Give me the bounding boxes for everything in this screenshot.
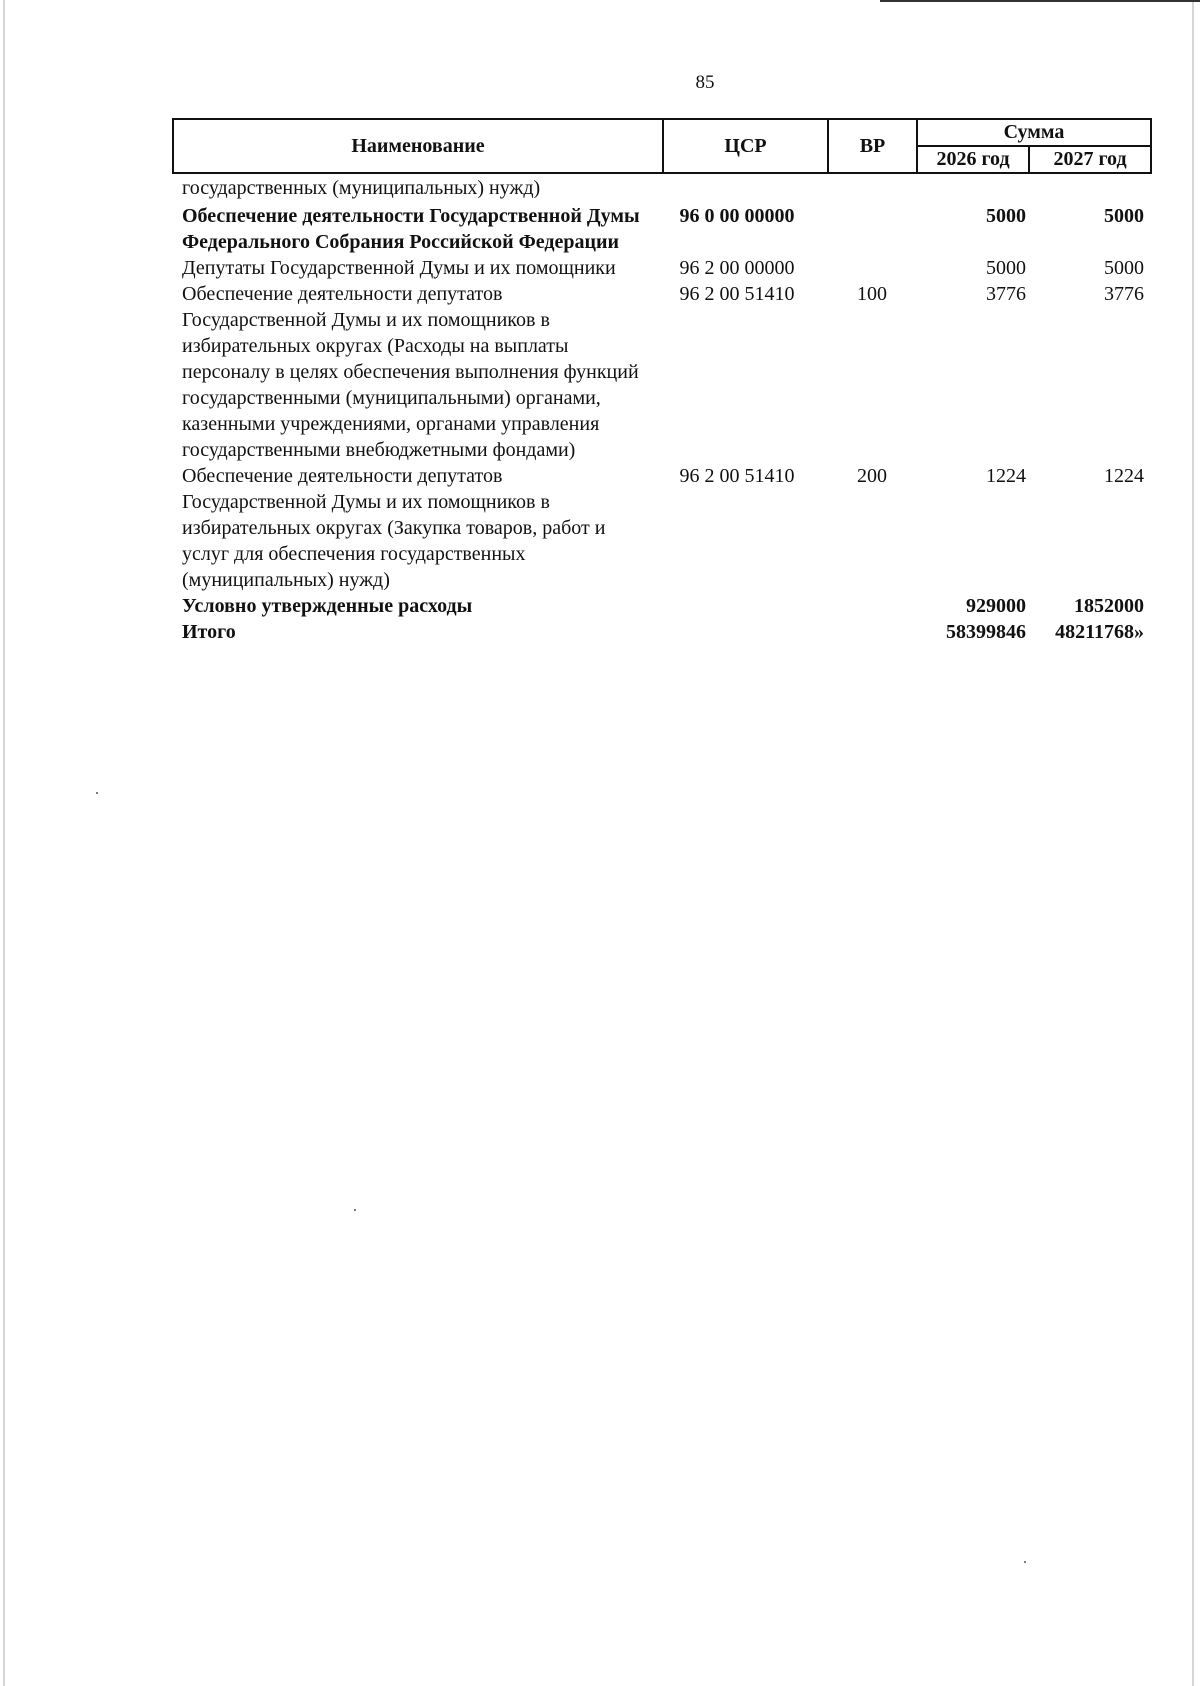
row-sum-2026: 3776 — [986, 283, 1026, 305]
row-sum-2026: 929000 — [966, 595, 1026, 617]
scan-edge-left — [3, 0, 5, 1686]
table-row — [172, 281, 1152, 463]
row-sum-2027: 5000 — [1104, 205, 1144, 227]
row-name: государственных (муниципальных) нужд) — [182, 177, 541, 199]
row-sum-2027: 3776 — [1104, 283, 1144, 305]
scan-edge-top — [880, 0, 1200, 2]
row-csr: 96 2 00 00000 — [679, 257, 795, 279]
row-name: Итого — [182, 621, 236, 643]
table-row-total — [172, 619, 1152, 645]
row-csr: 96 2 00 51410 — [679, 283, 795, 305]
row-sum-2026: 5000 — [986, 205, 1026, 227]
row-vr: 100 — [857, 283, 887, 305]
row-sum-2027: 1852000 — [1074, 595, 1144, 617]
header-right-border — [1150, 118, 1152, 174]
row-csr: 96 0 00 00000 — [679, 205, 795, 227]
table-row — [172, 255, 1152, 281]
row-vr: 200 — [857, 465, 887, 487]
row-name: Обеспечение деятельности Государственной Думы Федерального Собрания Российской Федерации — [182, 205, 640, 253]
table-body — [172, 175, 1152, 645]
table-row — [172, 175, 1152, 201]
row-sum-2026: 58399846 — [946, 621, 1026, 643]
table-header — [172, 118, 1152, 174]
header-vr: ВР — [859, 134, 886, 157]
header-year-2026: 2026 год — [936, 148, 1010, 170]
header-name: Наименование — [351, 134, 485, 157]
row-sum-2027: 1224 — [1104, 465, 1144, 487]
table-row — [172, 593, 1152, 619]
scan-edge-right — [1192, 0, 1194, 1686]
row-sum-2027: 5000 — [1104, 257, 1144, 279]
table-row — [172, 463, 1152, 593]
header-sum: Сумма — [1003, 121, 1065, 143]
row-sum-2026: 1224 — [986, 465, 1026, 487]
row-sum-2027: 48211768» — [1055, 621, 1144, 643]
header-csr: ЦСР — [724, 134, 767, 157]
scan-speck — [96, 792, 98, 794]
row-sum-2026: 5000 — [986, 257, 1026, 279]
row-name: Обеспечение деятельности депутатов Государственной Думы и их помощников в избирательных округах (Закупка товаров, работ и услуг для обеспечения государственных (муниципальных) нужд) — [182, 465, 606, 591]
row-name: Депутаты Государственной Думы и их помощники — [182, 257, 616, 279]
header-year-2027: 2027 год — [1053, 148, 1127, 170]
page-number: 85 — [695, 72, 715, 93]
scan-speck — [1024, 1561, 1026, 1563]
row-name: Условно утвержденные расходы — [182, 595, 473, 617]
row-csr: 96 2 00 51410 — [679, 465, 795, 487]
table-row — [172, 203, 1152, 255]
scan-speck — [354, 1209, 356, 1211]
row-name: Обеспечение деятельности депутатов Государственной Думы и их помощников в избирательных округах (Расходы на выплаты персоналу в целях обеспечения выполнения функций государственными (муниципальными) органами, казенными учреждениями, органами управления государственными внебюджетными фондами) — [182, 283, 639, 461]
